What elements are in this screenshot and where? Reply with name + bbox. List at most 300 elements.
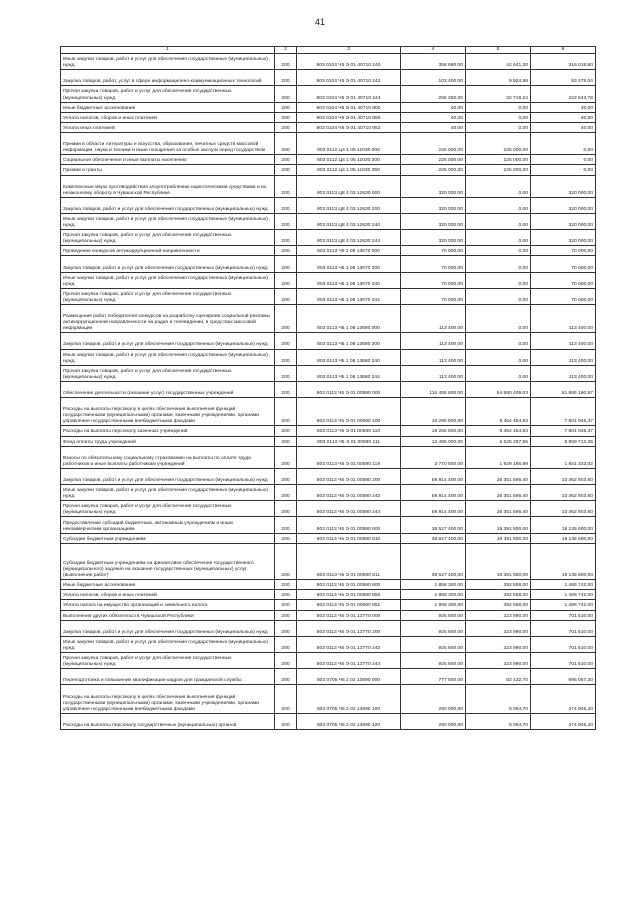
row-name: Иные закупки товаров, работ и услуг для обеспечения государственных (муниципальных) нужд: [61, 213, 275, 229]
row-remaining: 695 057,30: [531, 669, 596, 685]
column-header: 5: [466, 47, 531, 54]
row-remaining: 113 400,00: [531, 349, 596, 365]
row-kbk: 803 0104 Ч5 Э 01 40710 853: [297, 122, 401, 132]
row-name: Взносы по обязательному социальному страхованию на выплаты по оплате труда работников и иные выплаты работникам учреждений: [61, 446, 275, 468]
row-approved: 255 260,00: [401, 86, 466, 102]
column-header: 3: [297, 47, 401, 54]
row-executed: 223 990,00: [466, 610, 531, 620]
row-executed: 42 641,20: [466, 54, 531, 70]
row-executed: 0,00: [466, 365, 531, 381]
row-kbk: 803 0104 Ч5 Э 01 40710 242: [297, 70, 401, 86]
row-code: 200: [275, 517, 297, 533]
row-name: Прочая закупка товаров, работ и услуг для обеспечения государственных (муниципальных) нужд: [61, 230, 275, 246]
row-code: 200: [275, 669, 297, 685]
row-executed: 223 990,00: [466, 620, 531, 636]
row-executed: 19 391 800,00: [466, 517, 531, 533]
row-kbk: 803 0705 Ч5 2 02 13690 100: [297, 685, 401, 713]
row-name: Расходы на выплаты персоналу казенных учреждений: [61, 426, 275, 436]
column-number-row: [61, 47, 596, 54]
row-executed: 26 351 596,40: [466, 468, 531, 484]
row-kbk: 803 0113 Ч5 1 08 13680 200: [297, 333, 401, 349]
row-kbk: 803 0113 Ч5 Э 01 00590 111: [297, 436, 401, 446]
row-code: 200: [275, 305, 297, 333]
table-row: [61, 501, 596, 517]
row-approved: 59 814 400,00: [401, 501, 466, 517]
row-remaining: 1 465 742,00: [531, 590, 596, 600]
row-name: Уплата налогов, сборов и иных платежей: [61, 112, 275, 122]
row-kbk: 803 0113 Ч5 Э 01 00590 851: [297, 600, 401, 610]
table-row: [61, 305, 596, 333]
row-kbk: 803 0113 Ч5 1 08 13680 244: [297, 365, 401, 381]
row-approved: 103 400,00: [401, 70, 466, 86]
row-name: Иные закупки товаров, работ и услуг для обеспечения государственных (муниципальных) нужд: [61, 272, 275, 288]
row-name: Закупка товаров, работ и услуг для обеспечения государственных (муниципальных) нужд: [61, 468, 275, 484]
row-approved: 225 000,00: [401, 132, 466, 154]
row-name: Иные бюджетные ассигнования: [61, 102, 275, 112]
row-remaining: 316 018,80: [531, 54, 596, 70]
row-code: 200: [275, 272, 297, 288]
row-approved: 777 500,00: [401, 669, 466, 685]
row-approved: 358 660,00: [401, 54, 466, 70]
row-code: 200: [275, 349, 297, 365]
row-kbk: 803 0113 Ч5 1 08 13680 240: [297, 349, 401, 365]
row-code: 200: [275, 610, 297, 620]
row-remaining: 0,00: [531, 165, 596, 175]
row-kbk: 803 0113 Ц8 4 03 12630 244: [297, 230, 401, 246]
row-approved: 116 455 600,00: [401, 381, 466, 397]
row-executed: 1 929 166,98: [466, 446, 531, 468]
row-kbk: 803 0104 Ч5 Э 01 40710 850: [297, 112, 401, 122]
row-code: 200: [275, 246, 297, 256]
row-executed: 0,00: [466, 122, 531, 132]
row-approved: 225 000,00: [401, 165, 466, 175]
row-kbk: 803 0112 Ц4 1 05 11030 350: [297, 165, 401, 175]
row-kbk: 803 0705 Ч5 2 02 13690 000: [297, 669, 401, 685]
table-row: [61, 436, 596, 446]
row-remaining: 7 801 045,37: [531, 398, 596, 426]
row-approved: 280 000,00: [401, 685, 466, 713]
row-approved: 16 255 500,00: [401, 426, 466, 436]
row-executed: 26 351 596,40: [466, 501, 531, 517]
table-row: [61, 54, 596, 70]
row-approved: 70 000,00: [401, 288, 466, 304]
row-executed: 19 391 800,00: [466, 543, 531, 579]
table-row: [61, 381, 596, 397]
row-kbk: 803 0113 Ч5 Э 01 00590 850: [297, 590, 401, 600]
row-kbk: 803 0112 Ц4 1 05 11030 300: [297, 155, 401, 165]
row-name: Выполнение других обязательств Чувашской Республики: [61, 610, 275, 620]
row-name: Иные закупки товаров, работ и услуг для обеспечения государственных (муниципальных) нужд: [61, 636, 275, 652]
row-approved: 113 400,00: [401, 305, 466, 333]
row-code: 200: [275, 590, 297, 600]
row-executed: 0,00: [466, 102, 531, 112]
table-row: [61, 349, 596, 365]
row-remaining: 1 841 333,02: [531, 446, 596, 468]
row-code: 200: [275, 70, 297, 86]
row-code: 200: [275, 333, 297, 349]
row-approved: 113 400,00: [401, 333, 466, 349]
row-code: 200: [275, 288, 297, 304]
row-code: 200: [275, 501, 297, 517]
table-row: [61, 713, 596, 729]
row-name: Субсидии бюджетным учреждениям на финансовое обеспечение государственного (муниципального) задания на оказание государственных (муниципальных) услуг (выполнение работ): [61, 543, 275, 579]
row-approved: 3 770 500,00: [401, 446, 466, 468]
row-name: Премии и гранты: [61, 165, 275, 175]
row-code: 200: [275, 112, 297, 122]
table-row: [61, 685, 596, 713]
row-remaining: 320 000,00: [531, 197, 596, 213]
table-row: [61, 365, 596, 381]
row-executed: 0,00: [466, 349, 531, 365]
row-name: Иные бюджетные ассигнования: [61, 580, 275, 590]
row-executed: 0,00: [466, 230, 531, 246]
row-kbk: 803 0113 Ч5 Э 01 13770 240: [297, 636, 401, 652]
row-kbk: 803 0113 Ч5 Э 01 00590 200: [297, 468, 401, 484]
table-row: [61, 70, 596, 86]
row-remaining: 274 945,30: [531, 685, 596, 713]
budget-execution-table: [60, 46, 596, 730]
row-remaining: 701 610,00: [531, 636, 596, 652]
row-code: 200: [275, 653, 297, 669]
table-row: [61, 426, 596, 436]
row-remaining: 701 610,00: [531, 620, 596, 636]
row-approved: 280 000,00: [401, 713, 466, 729]
row-approved: 113 400,00: [401, 365, 466, 381]
row-executed: 54 590 409,03: [466, 381, 531, 397]
row-kbk: 803 0113 Ч5 1 08 13670 000: [297, 246, 401, 256]
row-remaining: 33 462 803,60: [531, 485, 596, 501]
row-kbk: 803 0104 Ч5 Э 01 40710 800: [297, 102, 401, 112]
row-remaining: 19 135 600,00: [531, 533, 596, 543]
row-approved: 38 527 400,00: [401, 517, 466, 533]
row-executed: 0,00: [466, 272, 531, 288]
row-code: 200: [275, 636, 297, 652]
row-code: 200: [275, 620, 297, 636]
row-approved: 925 600,00: [401, 636, 466, 652]
table-row: [61, 543, 596, 579]
row-approved: 320 000,00: [401, 213, 466, 229]
row-approved: 925 600,00: [401, 610, 466, 620]
row-code: 200: [275, 230, 297, 246]
row-executed: 0,00: [466, 305, 531, 333]
row-executed: 392 558,00: [466, 600, 531, 610]
table-row: [61, 610, 596, 620]
row-name: Прочая закупка товаров, работ и услуг для обеспечения государственных (муниципальных) нужд: [61, 86, 275, 102]
table-row: [61, 102, 596, 112]
row-executed: 225 000,00: [466, 165, 531, 175]
row-approved: 1 858 300,00: [401, 600, 466, 610]
row-code: 200: [275, 122, 297, 132]
row-name: Уплата налога на имущество организаций и земельного налога: [61, 600, 275, 610]
row-approved: 59 814 400,00: [401, 468, 466, 484]
page-number: 41: [314, 17, 325, 27]
table-row: [61, 213, 596, 229]
row-remaining: 70 000,00: [531, 288, 596, 304]
row-executed: 0,00: [466, 333, 531, 349]
row-executed: 19 391 800,00: [466, 533, 531, 543]
row-remaining: 19 135 600,00: [531, 543, 596, 579]
row-kbk: 803 0113 Ч5 Э 01 00590 240: [297, 485, 401, 501]
row-executed: 5 054,70: [466, 713, 531, 729]
row-approved: 59 814 400,00: [401, 485, 466, 501]
row-remaining: 701 610,00: [531, 653, 596, 669]
row-remaining: 0,00: [531, 132, 596, 154]
row-kbk: 803 0113 Ч5 Э 01 00590 000: [297, 381, 401, 397]
row-name: Закупка товаров, работ, услуг в сфере информационно-коммуникационных технологий: [61, 70, 275, 86]
row-code: 200: [275, 256, 297, 272]
table-row: [61, 398, 596, 426]
row-kbk: 803 0705 Ч5 2 02 13690 120: [297, 713, 401, 729]
row-name: Субсидии бюджетным учреждениям: [61, 533, 275, 543]
row-executed: 82 432,70: [466, 669, 531, 685]
row-approved: 320 000,00: [401, 230, 466, 246]
row-approved: 40,00: [401, 102, 466, 112]
row-remaining: 1 465 742,00: [531, 600, 596, 610]
row-name: Премии в области литературы и искусства, образования, печатных средств массовой информации, науки и техники и иные поощрения за особые заслуги перед государством: [61, 132, 275, 154]
row-approved: 925 600,00: [401, 620, 466, 636]
row-kbk: 803 0113 Ч5 Э 01 13770 244: [297, 653, 401, 669]
row-code: 200: [275, 102, 297, 112]
row-name: Закупка товаров, работ и услуг для обеспечения государственных (муниципальных) нужд: [61, 197, 275, 213]
table-row: [61, 468, 596, 484]
table-row: [61, 272, 596, 288]
table-row: [61, 636, 596, 652]
row-approved: 113 400,00: [401, 349, 466, 365]
row-code: 200: [275, 600, 297, 610]
row-executed: 392 558,00: [466, 580, 531, 590]
row-code: 200: [275, 132, 297, 154]
row-kbk: 803 0104 Ч5 Э 01 40710 240: [297, 54, 401, 70]
row-name: Расходы на выплаты персоналу в целях обеспечения выполнения функций государственными (муниципальными) органами, казенными учреждениями, органами управления государственными внебюджетными фондами: [61, 398, 275, 426]
row-executed: 392 558,00: [466, 590, 531, 600]
row-kbk: 803 0113 Ч5 Э 01 00590 244: [297, 501, 401, 517]
row-executed: 9 924,98: [466, 70, 531, 86]
table-row: [61, 333, 596, 349]
row-kbk: 803 0113 Ч5 1 08 13670 244: [297, 288, 401, 304]
row-executed: 8 454 454,63: [466, 398, 531, 426]
row-remaining: 320 000,00: [531, 213, 596, 229]
row-code: 200: [275, 580, 297, 590]
row-approved: 12 485 000,00: [401, 436, 466, 446]
row-code: 200: [275, 197, 297, 213]
row-remaining: 113 400,00: [531, 305, 596, 333]
table-row: [61, 533, 596, 543]
table-row: [61, 600, 596, 610]
row-approved: 320 000,00: [401, 175, 466, 197]
table-row: [61, 112, 596, 122]
row-kbk: 803 0113 Ч5 Э 01 13770 000: [297, 610, 401, 620]
row-name: Закупка товаров, работ и услуг для обеспечения государственных (муниципальных) нужд: [61, 256, 275, 272]
row-code: 200: [275, 165, 297, 175]
row-remaining: 5 959 712,35: [531, 436, 596, 446]
table-row: [61, 197, 596, 213]
row-code: 200: [275, 436, 297, 446]
column-header: 4: [401, 47, 466, 54]
row-name: Иные закупки товаров, работ и услуг для обеспечения государственных (муниципальных) нужд: [61, 54, 275, 70]
row-kbk: 803 0113 Ч5 Э 01 13770 200: [297, 620, 401, 636]
row-executed: 6 525 287,65: [466, 436, 531, 446]
row-kbk: 803 0113 Ц8 4 03 12630 200: [297, 197, 401, 213]
row-name: Закупка товаров, работ и услуг для обеспечения государственных (муниципальных) нужд: [61, 620, 275, 636]
table-row: [61, 165, 596, 175]
table-row: [61, 86, 596, 102]
row-code: 200: [275, 213, 297, 229]
row-approved: 38 527 400,00: [401, 543, 466, 579]
table-row: [61, 517, 596, 533]
table-row: [61, 132, 596, 154]
row-kbk: 803 0113 Ч5 1 08 13680 000: [297, 305, 401, 333]
table-row: [61, 230, 596, 246]
row-name: Расходы на выплаты персоналу государственных (муниципальных) органов: [61, 713, 275, 729]
table-row: [61, 590, 596, 600]
row-kbk: 803 0113 Ч5 1 08 13670 240: [297, 272, 401, 288]
row-name: Предоставление субсидий бюджетным, автономным учреждениям и иным некоммерческим организациям: [61, 517, 275, 533]
row-approved: 320 000,00: [401, 197, 466, 213]
row-remaining: 33 462 803,60: [531, 501, 596, 517]
row-executed: 0,00: [466, 112, 531, 122]
row-kbk: 803 0113 Ч5 Э 01 00590 100: [297, 398, 401, 426]
row-remaining: 113 400,00: [531, 365, 596, 381]
row-executed: 0,00: [466, 213, 531, 229]
row-remaining: 93 475,04: [531, 70, 596, 86]
row-remaining: 701 610,00: [531, 610, 596, 620]
row-executed: 0,00: [466, 175, 531, 197]
row-approved: 1 858 300,00: [401, 580, 466, 590]
row-executed: 5 054,70: [466, 685, 531, 713]
row-executed: 32 716,24: [466, 86, 531, 102]
row-code: 200: [275, 533, 297, 543]
row-name: Переподготовка и повышение квалификации кадров для гражданской службы: [61, 669, 275, 685]
row-code: 200: [275, 175, 297, 197]
table-row: [61, 620, 596, 636]
row-remaining: 7 801 045,37: [531, 426, 596, 436]
row-remaining: 40,00: [531, 102, 596, 112]
row-executed: 0,00: [466, 256, 531, 272]
row-executed: 225 000,00: [466, 155, 531, 165]
table-row: [61, 653, 596, 669]
table-row: [61, 288, 596, 304]
table-row: [61, 256, 596, 272]
row-name: Расходы на выплаты персоналу в целях обеспечения выполнения функций государственными (муниципальными) органами, казенными учреждениями, органами управления государственными внебюджетными фондами: [61, 685, 275, 713]
row-remaining: 0,00: [531, 155, 596, 165]
row-approved: 40,00: [401, 122, 466, 132]
row-approved: 1 858 300,00: [401, 590, 466, 600]
row-code: 200: [275, 54, 297, 70]
column-header: 6: [531, 47, 596, 54]
row-approved: 70 000,00: [401, 246, 466, 256]
row-code: 200: [275, 485, 297, 501]
row-remaining: 274 945,30: [531, 713, 596, 729]
row-executed: 223 990,00: [466, 636, 531, 652]
row-name: Обеспечение деятельности (оказание услуг) государственных учреждений: [61, 381, 275, 397]
row-kbk: 803 0113 Ч5 Э 01 00590 800: [297, 580, 401, 590]
row-remaining: 320 000,00: [531, 175, 596, 197]
row-remaining: 1 465 742,00: [531, 580, 596, 590]
row-remaining: 113 400,00: [531, 333, 596, 349]
row-executed: 8 454 454,63: [466, 426, 531, 436]
row-executed: 0,00: [466, 197, 531, 213]
row-kbk: 803 0113 Ч5 1 08 13670 200: [297, 256, 401, 272]
row-name: Комплексные меры противодействия злоупотреблению наркотическими средствами и их незаконному обороту в Чувашской Республике: [61, 175, 275, 197]
row-code: 200: [275, 155, 297, 165]
row-name: Прочая закупка товаров, работ и услуг для обеспечения государственных (муниципальных) нужд: [61, 653, 275, 669]
row-kbk: 803 0113 Ч5 Э 01 00590 611: [297, 543, 401, 579]
row-code: 200: [275, 685, 297, 713]
row-approved: 16 255 500,00: [401, 398, 466, 426]
row-code: 200: [275, 543, 297, 579]
row-executed: 0,00: [466, 288, 531, 304]
row-code: 200: [275, 398, 297, 426]
column-header: 1: [61, 47, 275, 54]
row-code: 200: [275, 426, 297, 436]
row-name: Иные закупки товаров, работ и услуг для обеспечения государственных (муниципальных) нужд: [61, 485, 275, 501]
row-remaining: 320 000,00: [531, 230, 596, 246]
row-executed: 223 990,00: [466, 653, 531, 669]
row-remaining: 222 543,76: [531, 86, 596, 102]
row-name: Уплата налогов, сборов и иных платежей: [61, 590, 275, 600]
row-name: Прочая закупка товаров, работ и услуг для обеспечения государственных (муниципальных) нужд: [61, 365, 275, 381]
row-kbk: 803 0112 Ц4 1 05 11030 000: [297, 132, 401, 154]
row-remaining: 40,00: [531, 122, 596, 132]
row-kbk: 803 0113 Ч5 Э 01 00590 110: [297, 426, 401, 436]
column-header: 2: [275, 47, 297, 54]
row-approved: 70 000,00: [401, 256, 466, 272]
row-name: Прочая закупка товаров, работ и услуг для обеспечения государственных (муниципальных) нужд: [61, 288, 275, 304]
row-name: Проведение конкурсов антикоррупционной направленности: [61, 246, 275, 256]
row-remaining: 33 462 803,60: [531, 468, 596, 484]
row-executed: 26 351 596,40: [466, 485, 531, 501]
row-kbk: 803 0113 Ц8 4 03 12630 000: [297, 175, 401, 197]
table-row: [61, 485, 596, 501]
row-kbk: 803 0104 Ч5 Э 01 40710 244: [297, 86, 401, 102]
table-row: [61, 175, 596, 197]
table-row: [61, 122, 596, 132]
row-name: Социальное обеспечение и иные выплаты населению: [61, 155, 275, 165]
row-kbk: 803 0113 Ч5 Э 01 00590 610: [297, 533, 401, 543]
row-name: Размещение работ победителей конкурсов на разработку сценариев социальной рекламы антикоррупционной направленности на радио и телевидении, в средствах массовой информации: [61, 305, 275, 333]
row-remaining: 40,00: [531, 112, 596, 122]
row-approved: 38 527 400,00: [401, 533, 466, 543]
row-code: 200: [275, 468, 297, 484]
row-approved: 40,00: [401, 112, 466, 122]
row-name: Иные закупки товаров, работ и услуг для обеспечения государственных (муниципальных) нужд: [61, 349, 275, 365]
row-kbk: 803 0113 Ч5 Э 01 00590 119: [297, 446, 401, 468]
table-row: [61, 669, 596, 685]
row-approved: 70 000,00: [401, 272, 466, 288]
row-code: 200: [275, 446, 297, 468]
row-name: Фонд оплаты труда учреждений: [61, 436, 275, 446]
row-name: Прочая закупка товаров, работ и услуг для обеспечения государственных (муниципальных) нужд: [61, 501, 275, 517]
table-row: [61, 246, 596, 256]
row-approved: 925 600,00: [401, 653, 466, 669]
row-remaining: 70 000,00: [531, 272, 596, 288]
row-code: 200: [275, 86, 297, 102]
table-row: [61, 155, 596, 165]
table-row: [61, 580, 596, 590]
row-executed: 0,00: [466, 246, 531, 256]
row-name: Уплата иных платежей: [61, 122, 275, 132]
row-executed: 225 000,00: [466, 132, 531, 154]
row-kbk: 803 0113 Ч5 Э 01 00590 600: [297, 517, 401, 533]
row-remaining: 70 000,00: [531, 256, 596, 272]
row-code: 200: [275, 713, 297, 729]
row-approved: 225 000,00: [401, 155, 466, 165]
row-remaining: 19 135 600,00: [531, 517, 596, 533]
row-remaining: 61 865 190,97: [531, 381, 596, 397]
row-kbk: 803 0113 Ц8 4 03 12630 240: [297, 213, 401, 229]
table-row: [61, 446, 596, 468]
row-name: Закупка товаров, работ и услуг для обеспечения государственных (муниципальных) нужд: [61, 333, 275, 349]
